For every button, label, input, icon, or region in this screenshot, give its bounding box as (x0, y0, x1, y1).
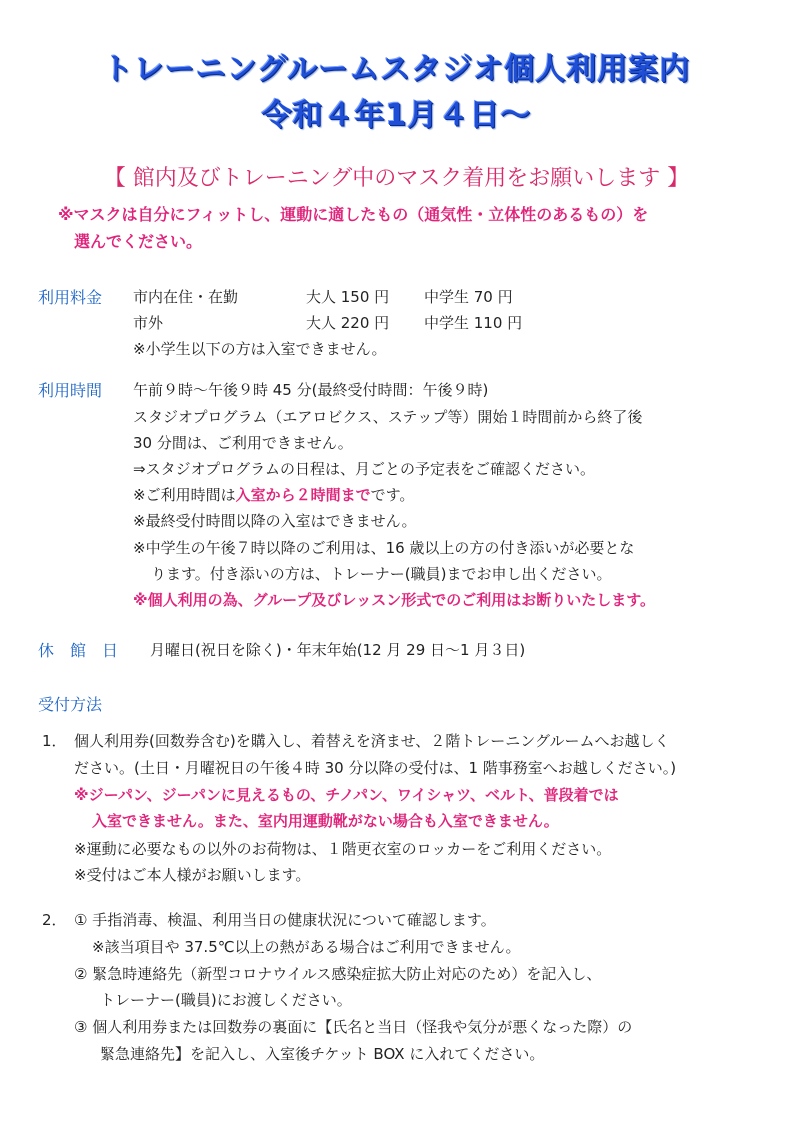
step2-item-cont: 緊急連絡先】を記入し、入室後チケット BOX に入れてください。 (100, 1045, 545, 1063)
hours-line: ※最終受付時間以降の入室はできません。 (133, 512, 417, 530)
hours-line: ⇒スタジオプログラムの日程は、月ごとの予定表をご確認ください。 (133, 460, 595, 478)
step2-item: ② 緊急時連絡先（新型コロナウイルス感染症拡大防止対応のため）を記入し、 (74, 965, 602, 983)
fee-row-area: 市内在住・在勤 (133, 288, 239, 306)
step2-item-cont: トレーナー(職員)にお渡しください。 (100, 991, 352, 1009)
mask-note-line2: 選んでください。 (74, 232, 203, 251)
page-title: トレーニングルームスタジオ個人利用案内 (102, 52, 691, 87)
hours-duration-emphasis: 入室から２時間まで (235, 486, 371, 504)
hours-group-warning: ※個人利用の為、グループ及びレッスン形式でのご利用はお断りいたします。 (133, 591, 656, 609)
mask-note-line1: ※マスクは自分にフィットし、運動に適したもの（通気性・立体性のあるもの）を (58, 205, 649, 224)
hours-label: 利用時間 (38, 381, 103, 400)
step-number: 1． (42, 732, 67, 750)
hours-line: スタジオプログラム（エアロビクス、ステップ等）開始１時間前から終了後 (133, 408, 643, 426)
hours-duration-pre: ※ご利用時間は (133, 486, 236, 504)
mask-heading: 【 館内及びトレーニング中のマスク着用をお願いします 】 (103, 166, 690, 191)
page-subtitle-date: 令和４年1月４日～ (261, 98, 532, 133)
step1-line: 個人利用券(回数券含む)を購入し、着替えを済ませ、２階トレーニングルームへお越しく (74, 732, 670, 750)
closed-text: 月曜日(祝日を除く)・年末年始(12 月 29 日～1 月３日) (150, 641, 526, 659)
dress-code-warning: ※ジーパン、ジーパンに見えるもの、チノパン、ワイシャツ、ベルト、普段着では (74, 786, 619, 804)
fee-row-adult: 大人 220 円 (306, 314, 390, 332)
fee-note: ※小学生以下の方は入室できません。 (133, 340, 387, 358)
fee-row-adult: 大人 150 円 (306, 288, 390, 306)
hours-line: 30 分間は、ご利用できません。 (133, 434, 353, 452)
step2-note: ※該当項目や 37.5℃以上の熱がある場合はご利用できません。 (92, 938, 521, 956)
fee-row-junior: 中学生 110 円 (424, 314, 523, 332)
hours-duration-post: です。 (370, 486, 415, 504)
fee-row-area: 市外 (133, 314, 164, 332)
hours-line: ります。付き添いの方は、トレーナー(職員)までお申し出ください。 (151, 565, 612, 583)
step1-line: ださい。(土日・月曜祝日の午後４時 30 分以降の受付は、1 階事務室へお越しください。) (74, 759, 677, 777)
hours-line: 午前９時～午後９時 45 分(最終受付時間：午後９時) (133, 381, 489, 399)
step1-note: ※運動に必要なもの以外のお荷物は、１階更衣室のロッカーをご利用ください。 (74, 840, 612, 858)
fee-label: 利用料金 (38, 288, 103, 307)
dress-code-warning: 入室できません。また、室内用運動靴がない場合も入室できません。 (92, 812, 559, 830)
hours-duration-note (133, 484, 414, 505)
hours-line: ※中学生の午後７時以降のご利用は、16 歳以上の方の付き添いが必要とな (133, 539, 635, 557)
step-number: 2． (42, 911, 67, 929)
fee-row-junior: 中学生 70 円 (424, 288, 513, 306)
step2-item: ① 手指消毒、検温、利用当日の健康状況について確認します。 (74, 911, 496, 929)
reception-label: 受付方法 (38, 695, 103, 714)
step1-note: ※受付はご本人様がお願いします。 (74, 866, 311, 884)
closed-label: 休 館 日 (38, 641, 119, 660)
step2-item: ③ 個人利用券または回数券の裏面に【氏名と当日（怪我や気分が悪くなった際）の (74, 1018, 633, 1036)
